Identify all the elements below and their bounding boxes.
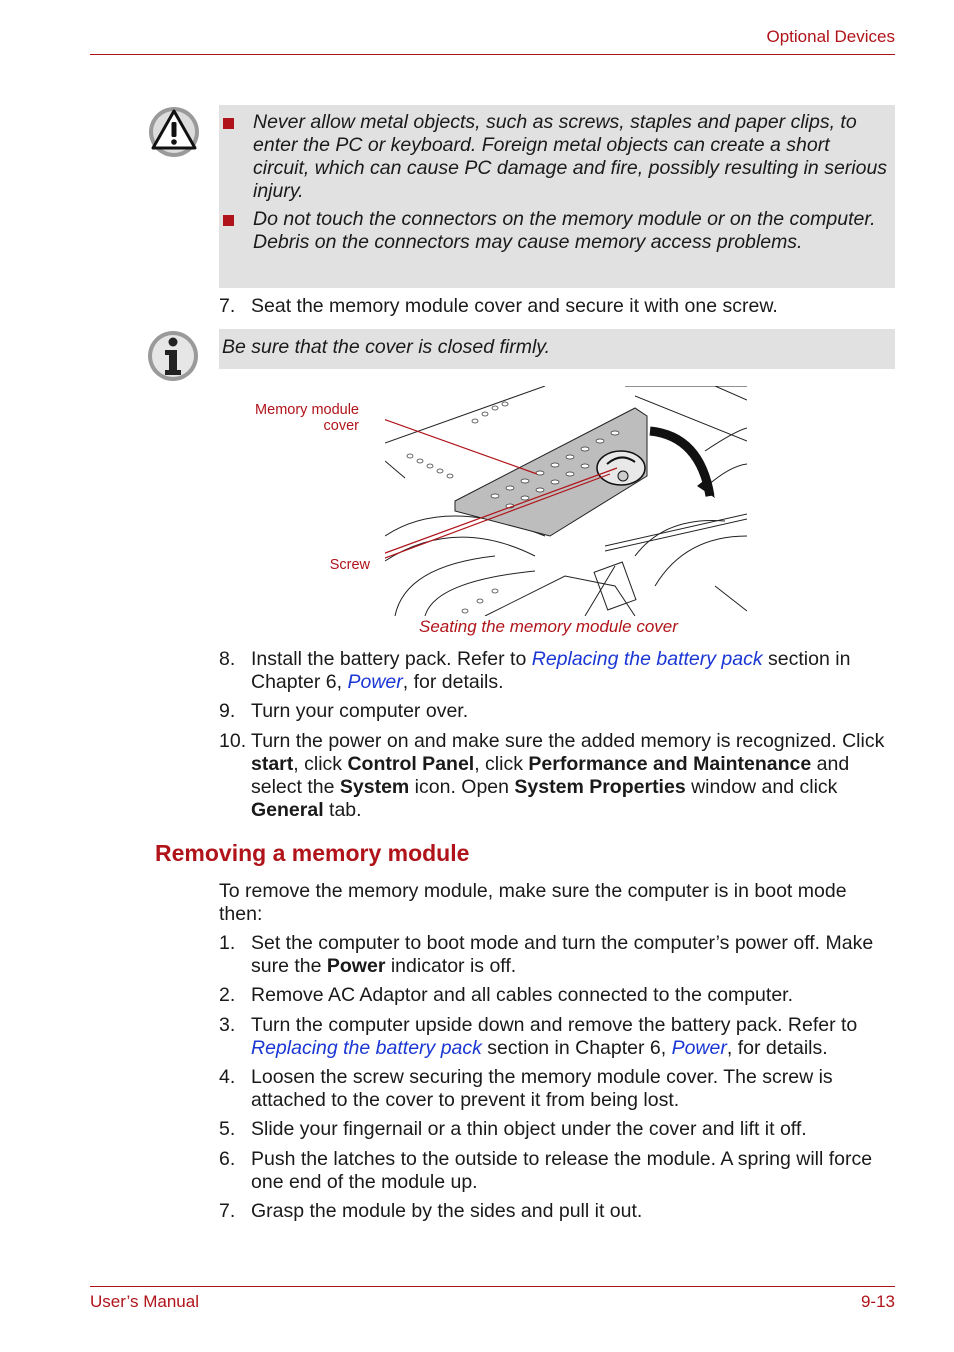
section-heading: Removing a memory module [155, 840, 470, 866]
bullet-square [223, 118, 234, 129]
note-box: Be sure that the cover is closed firmly. [219, 329, 895, 369]
page-number: 9-13 [860, 1292, 895, 1311]
footer-manual-title: User’s Manual [90, 1292, 199, 1311]
link-replacing-battery[interactable]: Replacing the battery pack [251, 1037, 482, 1059]
link-power[interactable]: Power [671, 1037, 727, 1059]
bullet-square [223, 215, 234, 226]
info-icon [147, 330, 199, 382]
memory-cover-illustration [385, 386, 747, 616]
header-rule [90, 54, 895, 55]
footer-rule [90, 1286, 895, 1287]
warning-box: Never allow metal objects, such as screws, staples and paper clips, to enter the PC or keyboard. Foreign metal objects can create a short circuit, which can cause PC damage and fire, possibly resulting in serious injury. Do not touch the connectors on the memory module or on the computer. Debris on the connectors may cause memory access problems. [219, 105, 895, 288]
running-header: Optional Devices [766, 27, 895, 46]
warning-icon [148, 106, 200, 158]
figure-caption: Seating the memory module cover [419, 617, 678, 636]
figure-label-cover: Memory module cover [255, 402, 359, 434]
section-intro: To remove the memory module, make sure the computer is in boot mode then: [219, 880, 847, 925]
link-replacing-battery[interactable]: Replacing the battery pack [531, 648, 763, 670]
figure-label-screw: Screw [329, 557, 370, 573]
link-power[interactable]: Power [347, 671, 403, 693]
